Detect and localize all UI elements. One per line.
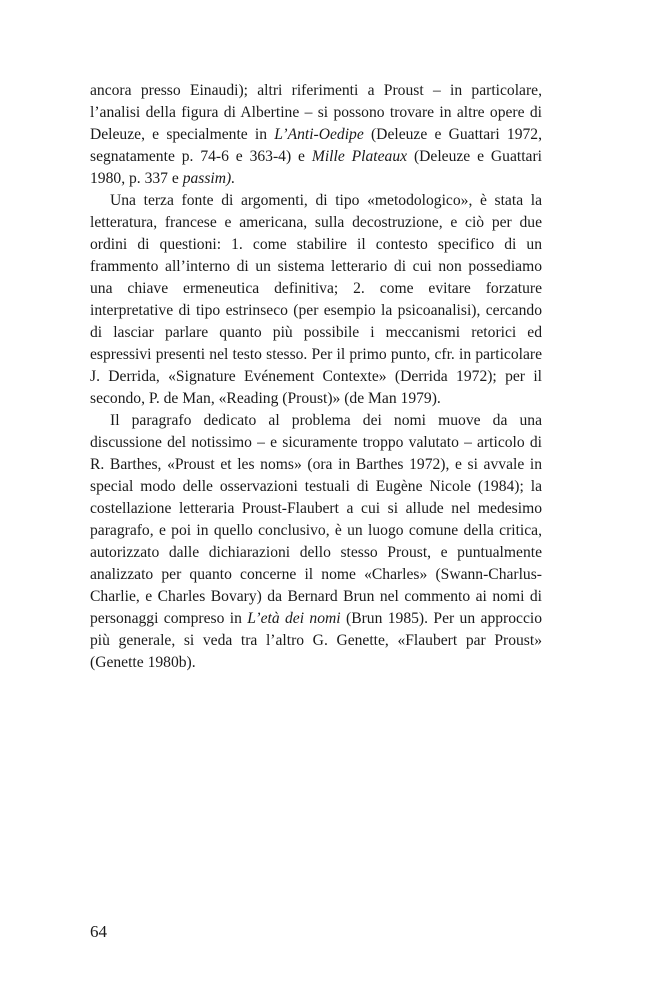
page-body <box>90 80 542 674</box>
paragraph-1-italic-title-anti-oedipe: L’Anti-Oedipe <box>274 126 364 143</box>
paragraph-3-run-3: (Brun 1985). Per un approccio più generale, si veda tra l’altro G. Genette, «Flaubert par Proust» (Genette 1980b). <box>90 610 543 671</box>
paragraph-1-run-3: (Deleuze e Guattari 1972, segnatamente p. 74-6 e 363-4) e <box>90 126 542 165</box>
paragraph-2 <box>90 190 542 410</box>
paragraph-1-run-5: (Deleuze e Guattari 1980, p. 337 e <box>90 148 542 187</box>
paragraph-3 <box>90 410 542 674</box>
paragraph-2-run-1: Una terza fonte di argomenti, di tipo «metodologico», è stata la letteratura, francese e americana, sulla decostruzione, e ciò per due ordini di questioni: 1. come stabilire il contesto specifico di un frammento all’interno di un sistema letterario di cui non possediamo una chiave ermeneutica definitiva; 2. come evitare forzature interpretative di tipo estrinseco (per esempio la psicoanalisi), cercando di lasciar parlare quanto più possibile i meccanismi retorici ed espressivi presenti nel testo stesso. Per il primo punto, cfr. in particolare J. Derrida, «Signature Evénement Contexte» (Derrida 1972); per il secondo, P. de Man, «Reading (Proust)» (de Man 1979). <box>90 192 542 407</box>
paragraph-1-run-1: ancora presso Einaudi); altri riferimenti a Proust – in particolare, l’analisi della figura di Albertine – si possono trovare in altre opere di Deleuze, e specialmente in <box>90 82 542 143</box>
paragraph-3-italic-title-eta-dei-nomi: L’età dei nomi <box>247 610 341 627</box>
paragraph-3-run-1: Il paragrafo dedicato al problema dei nomi muove da una discussione del notissimo – e sicuramente troppo valutato – articolo di R. Barthes, «Proust et les noms» (ora in Barthes 1972), e si avvale in special modo delle osservazioni testuali di Eugène Nicole (1984); la costellazione letteraria Proust-Flaubert a cui si allude nel medesimo paragrafo, e poi in quello conclusivo, è un luogo comune della critica, autorizzato dalle dichiarazioni dello stesso Proust, e puntualmente analizzato per quanto concerne il nome «Charles» (Swann-Charlus-Charlie, e Charles Bovary) da Bernard Brun nel commento ai nomi di personaggi compreso in <box>90 412 542 627</box>
paragraph-1-italic-title-mille-plateaux: Mille Plateaux <box>311 148 408 165</box>
page-number: 64 <box>90 922 107 941</box>
paragraph-1 <box>90 80 542 190</box>
paragraph-1-italic-passim: passim). <box>182 170 236 187</box>
